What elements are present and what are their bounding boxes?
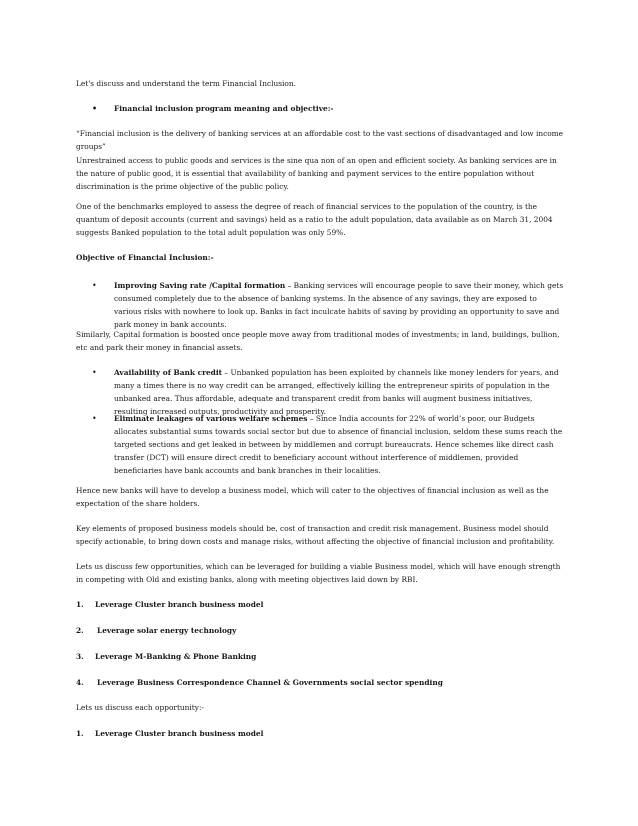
- objective-item-title: Eliminate leakages of various welfare schemes: [114, 414, 308, 423]
- intro-text: Let's discuss and understand the term Financial Inclusion.: [76, 79, 296, 88]
- list-item-label: Leverage Cluster branch business model: [95, 600, 264, 609]
- objective-item-body: – Since India accounts for 22% of world’s poor, our Budgets allocates substantial sums towards social sector but due to absence of financial inclusion, seldom these sums reach the targeted sections and get leaked in between by middlemen and corrupt bureaucrats. Hence schemes like direct cash transfer (DCT) will ensure direct credit to beneficiary account without interference of middlemen, provided beneficiaries have bank accounts and bank branches in their localities.: [114, 414, 563, 475]
- bullet-icon: •: [92, 281, 97, 290]
- list-item-number: 3.: [76, 652, 84, 661]
- bullet-icon: •: [92, 103, 98, 113]
- paragraph-capital-formation: Similarly, Capital formation is boosted once people move away from traditional modes of investments; in land, buildings, bullion, etc and park their money in financial assets.: [76, 330, 560, 352]
- paragraph-public-good: Unrestrained access to public goods and services is the sine qua non of an open and efficient society. As banking services are in the nature of public good, it is essential that availability of banking and payment services to the entire population without discrimination is the prime objective of the public policy.: [76, 156, 557, 191]
- list-item-label: Leverage Cluster branch business model: [95, 729, 264, 738]
- bullet-icon: •: [92, 414, 97, 423]
- objective-item-title: Improving Saving rate /Capital formation: [114, 281, 286, 290]
- list-item-number: 2.: [76, 626, 84, 635]
- bullet-icon: •: [92, 368, 97, 377]
- list-item-number: 1.: [76, 729, 84, 738]
- bullet-heading-text: Financial inclusion program meaning and objective:-: [114, 104, 334, 113]
- objective-item-text: [114, 412, 564, 477]
- objective-item-text: [114, 366, 564, 418]
- list-item-label: Leverage solar energy technology: [97, 626, 237, 635]
- paragraph-key-elements: Key elements of proposed business models should be, cost of transaction and credit risk management. Business model should specify actionable, to bring down costs and manage risks, without affecting the objective of financial inclusion and profitability.: [76, 524, 555, 546]
- definition-quote: “Financial inclusion is the delivery of banking services at an affordable cost to the vast sections of disadvantaged and low income groups”: [76, 129, 564, 151]
- objective-item-body: – Banking services will encourage people to save their money, which gets consumed completely due to the absence of banking systems. In the absence of any savings, they are exposed to various risks with nowhere to look up. Banks in fact inculcate habits of saving by providing an opportunity to save and park money in bank accounts.: [114, 281, 564, 329]
- list-item-label: Leverage Business Correspondence Channel & Governments social sector spending: [97, 678, 443, 687]
- paragraph-opportunities: Lets us discuss few opportunities, which can be leveraged for building a viable Business model, which will have enough strength in competing with Old and existing banks, along with meeting objectives laid down by RBI.: [76, 562, 561, 584]
- objective-heading: Objective of Financial Inclusion:-: [76, 253, 214, 262]
- objective-item-body: – Unbanked population has been exploited by channels like money lenders for years, and many a times there is no way credit can be arranged, effectively killing the entrepreneur spirits of population in the unbanked area. Thus affordable, adequate and transparent credit from banks will augment business initiatives, resulting increased outputs, productivity and prosperity.: [114, 368, 559, 416]
- list-item-number: 4.: [76, 678, 84, 687]
- objective-item-text: [114, 279, 564, 331]
- list-item-number: 1.: [76, 600, 84, 609]
- paragraph-new-banks: Hence new banks will have to develop a business model, which will cater to the objectives of financial inclusion as well as the expectation of the share holders.: [76, 486, 549, 508]
- paragraph-benchmark: One of the benchmarks employed to assess the degree of reach of financial services to the population of the country, is the quantum of deposit accounts (current and savings) held as a ratio to the adult population, data available as on March 31, 2004 suggests Banked population to the total adult population was only 59%.: [76, 202, 553, 237]
- list-item-label: Leverage M-Banking & Phone Banking: [95, 652, 257, 661]
- paragraph-discuss-each: Lets us discuss each opportunity:-: [76, 703, 204, 712]
- objective-item-title: Availability of Bank credit: [114, 368, 223, 377]
